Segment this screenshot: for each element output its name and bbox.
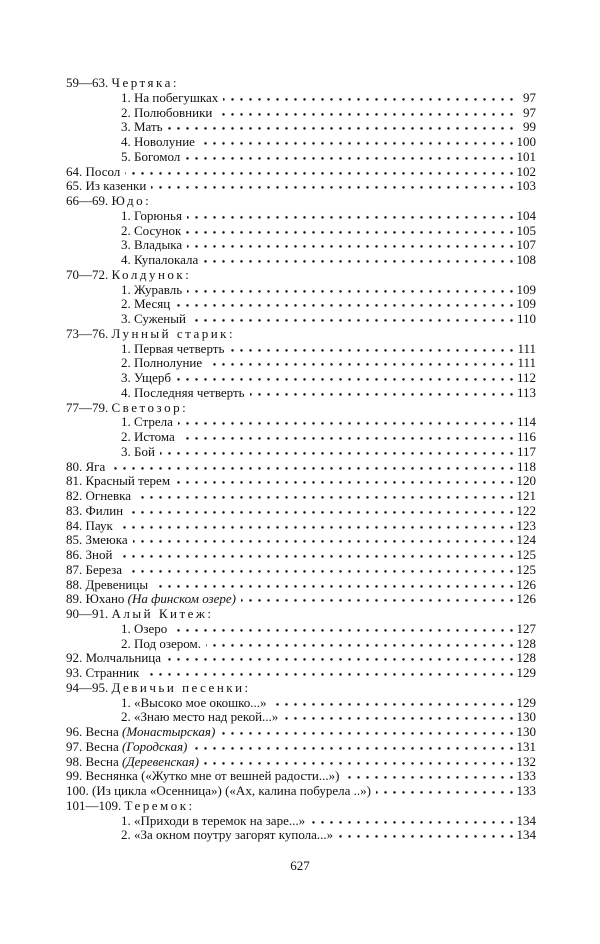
toc-entry-number: 87. <box>66 562 83 577</box>
toc-entry-label <box>66 135 200 150</box>
toc-entry-title: Паук <box>85 518 113 533</box>
toc-entry-label <box>66 371 176 386</box>
toc-entry-number: 64. <box>66 164 83 179</box>
toc-entry-title: Весна <box>85 725 119 739</box>
toc-entry-label <box>66 253 203 268</box>
toc-entry-label <box>66 666 144 681</box>
toc-entry-page: 101 <box>513 150 537 165</box>
toc-entry-number: 2. <box>121 636 131 651</box>
toc-entry-number: 2. <box>121 828 131 843</box>
toc-entry <box>66 224 536 239</box>
toc-entry <box>66 563 536 578</box>
toc-entry-page: 129 <box>513 696 537 711</box>
toc-entry-title: «Приходи в теремок на заре...» <box>134 813 306 828</box>
toc-entry-title: Сосунок <box>134 223 182 238</box>
toc-entry-label <box>66 563 127 578</box>
toc-entry-label <box>66 194 156 209</box>
toc-entry <box>66 474 536 489</box>
toc-group-heading <box>66 76 536 91</box>
toc-entry-label <box>66 622 172 637</box>
toc-entry-label <box>66 592 241 607</box>
toc-entry-page: 128 <box>513 651 537 666</box>
toc-entry-number: 3. <box>121 312 131 326</box>
toc-entry-label <box>66 519 118 534</box>
toc-entry-number: 1. <box>121 282 131 297</box>
toc-entry-page: 112 <box>513 371 536 386</box>
toc-entry-number: 1. <box>121 341 131 356</box>
toc-entry-page: 110 <box>513 312 536 327</box>
toc-entry <box>66 696 536 711</box>
toc-entry-title: Колдунок: <box>111 267 192 282</box>
toc-entry-title: Журавль <box>134 282 183 297</box>
toc-entry-page: 129 <box>513 666 537 681</box>
toc-entry-page: 100 <box>513 135 537 150</box>
toc-entry-number: 93. <box>66 666 83 680</box>
toc-entry-title: Купалокала <box>134 253 199 267</box>
toc-entry-title: На побегушках <box>134 90 219 105</box>
toc-entry-number: 90—91. <box>66 607 109 621</box>
toc-entry-title: Последняя четверть <box>134 385 245 400</box>
toc-entry-number: 101—109. <box>66 798 122 813</box>
toc-entry-label <box>66 327 240 342</box>
toc-entry-title: Береза <box>85 562 123 577</box>
toc-entry-page: 118 <box>513 460 536 475</box>
toc-entry-label <box>66 460 110 475</box>
toc-entry-number: 1. <box>121 208 131 223</box>
toc-entry-label <box>66 415 178 430</box>
toc-entry-label <box>66 578 153 593</box>
toc-entry-title: Полюбовники <box>134 105 213 120</box>
toc-entry-number: 2. <box>121 356 131 371</box>
toc-entry-label <box>66 740 192 755</box>
toc-entry-label <box>66 401 193 416</box>
toc-entry-page: 113 <box>513 386 536 401</box>
toc-entry-title: Полнолуние <box>134 356 203 371</box>
toc-entry-number: 3. <box>121 371 131 385</box>
toc-entry <box>66 150 536 165</box>
toc-entry-title: Теремок: <box>124 798 195 813</box>
toc-entry-title: Алый Китеж: <box>111 607 214 621</box>
toc-entry-title: «Знаю место над рекой...» <box>134 710 279 725</box>
toc-entry-title: Богомол <box>134 149 181 164</box>
toc-entry-title: Озеро <box>134 621 168 636</box>
toc-entry <box>66 769 536 784</box>
toc-entry <box>66 592 536 607</box>
toc-entry-page: 130 <box>513 710 537 725</box>
toc-group-heading <box>66 799 536 814</box>
toc-entry-title: Девичьи песенки: <box>111 680 251 695</box>
toc-group-heading <box>66 327 536 342</box>
toc-entry-label <box>66 120 168 135</box>
toc-entry-label <box>66 179 151 194</box>
toc-entry-page: 133 <box>513 784 537 799</box>
toc-entry-page: 125 <box>513 548 537 563</box>
toc-entry-number: 82. <box>66 489 83 503</box>
toc-entry <box>66 489 536 504</box>
toc-entry-title: «За окном поутру загорят купола...» <box>134 828 334 843</box>
toc-entry-page: 97 <box>519 106 536 121</box>
toc-entry-subtitle: (На финском озере) <box>127 592 236 607</box>
toc-entry <box>66 179 536 194</box>
toc-entry-title: Горюнья <box>134 208 182 223</box>
toc-entry-number: 4. <box>121 385 131 400</box>
toc-entry-title: Стрела <box>134 415 173 430</box>
toc-entry-number: 1. <box>121 695 131 710</box>
toc-entry-title: Под озером. <box>134 636 202 651</box>
toc-group-heading <box>66 401 536 416</box>
toc-entry-number: 2. <box>121 297 131 312</box>
toc-entry-label <box>66 755 204 770</box>
toc-entry-label <box>66 386 250 401</box>
toc-entry-label <box>66 356 207 371</box>
toc-entry-number: 86. <box>66 548 83 562</box>
toc-entry-number: 66—69. <box>66 194 109 208</box>
toc-entry-label <box>66 150 185 165</box>
toc-entry <box>66 637 536 652</box>
toc-entry-title: (Из цикла «Осенница») («Ах, калина побурела ..») <box>92 784 371 798</box>
toc-entry-label <box>66 784 376 799</box>
toc-entry-label <box>66 297 175 312</box>
toc-entry-number: 96. <box>66 725 83 739</box>
toc-entry-number: 83. <box>66 503 83 518</box>
toc-entry-label <box>66 342 229 357</box>
toc-entry-number: 3. <box>121 238 131 253</box>
toc-entry-title: Суженый <box>134 312 186 326</box>
toc-entry-number: 81. <box>66 474 83 489</box>
toc-entry <box>66 386 536 401</box>
toc-entry-label <box>66 799 200 814</box>
toc-entry-label <box>66 91 223 106</box>
toc-entry-title: Новолуние <box>134 135 195 149</box>
toc-entry-page: 134 <box>513 828 537 843</box>
toc-entry-page: 134 <box>513 814 537 829</box>
toc-entry-number: 77—79. <box>66 400 109 415</box>
toc-entry-page: 124 <box>513 533 537 548</box>
toc-entry-page: 122 <box>513 504 537 519</box>
toc-entry <box>66 533 536 548</box>
toc-entry-page: 132 <box>513 755 537 770</box>
toc-entry-title: Юхано <box>85 592 125 607</box>
toc-entry-number: 73—76. <box>66 326 109 341</box>
table-of-contents <box>66 76 536 843</box>
toc-group-heading <box>66 194 536 209</box>
toc-entry-number: 89. <box>66 592 83 607</box>
toc-entry-title: Весна <box>85 754 119 769</box>
toc-entry <box>66 297 536 312</box>
toc-entry-number: 98. <box>66 754 83 769</box>
toc-entry <box>66 460 536 475</box>
toc-entry <box>66 209 536 224</box>
toc-entry-number: 4. <box>121 253 131 267</box>
toc-entry-number: 85. <box>66 533 83 548</box>
toc-entry-title: Весна <box>85 739 119 754</box>
toc-entry <box>66 725 536 740</box>
toc-entry-number: 3. <box>121 120 131 135</box>
toc-entry-title: Юдо: <box>111 194 152 208</box>
toc-entry-page: 123 <box>513 519 537 534</box>
toc-entry-title: Веснянка («Жутко мне от вешней радости...») <box>85 769 340 784</box>
toc-entry-page: 111 <box>513 356 536 371</box>
toc-entry-title: Зной <box>85 548 113 562</box>
toc-entry-number: 70—72. <box>66 267 109 282</box>
toc-entry-page: 102 <box>513 165 537 180</box>
toc-entry-label <box>66 445 160 460</box>
toc-entry-title: Истома <box>134 430 175 444</box>
toc-entry-page: 107 <box>513 238 537 253</box>
toc-entry-title: «Высоко мое окошко...» <box>134 695 267 710</box>
toc-entry <box>66 371 536 386</box>
toc-entry-number: 99. <box>66 769 83 784</box>
toc-entry <box>66 519 536 534</box>
toc-entry-page: 126 <box>513 592 537 607</box>
toc-entry <box>66 253 536 268</box>
toc-entry-label <box>66 696 272 711</box>
toc-entry-label <box>66 224 186 239</box>
toc-entry-page: 127 <box>513 622 537 637</box>
toc-entry-title: Филин <box>85 503 124 518</box>
toc-group-heading <box>66 607 536 622</box>
toc-entry <box>66 666 536 681</box>
toc-entry-label <box>66 209 187 224</box>
toc-entry-number: 100. <box>66 784 89 798</box>
toc-entry <box>66 415 536 430</box>
toc-entry <box>66 165 536 180</box>
toc-entry-page: 111 <box>513 342 536 357</box>
toc-entry <box>66 283 536 298</box>
toc-entry <box>66 651 536 666</box>
toc-entry-label <box>66 828 338 843</box>
toc-entry-page: 97 <box>519 91 536 106</box>
toc-entry-page: 117 <box>513 445 536 460</box>
toc-entry-subtitle: (Монастырская) <box>122 725 216 739</box>
toc-entry-title: Владыка <box>134 238 183 253</box>
toc-entry-label <box>66 637 206 652</box>
toc-entry-title: Яга <box>85 459 106 474</box>
toc-entry-number: 2. <box>121 710 131 725</box>
toc-entry-title: Змеюка <box>85 533 128 548</box>
toc-entry <box>66 548 536 563</box>
toc-entry-number: 3. <box>121 444 131 459</box>
toc-entry-label <box>66 681 256 696</box>
toc-entry-number: 2. <box>121 223 131 238</box>
toc-entry-page: 114 <box>513 415 536 430</box>
toc-entry-number: 65. <box>66 179 83 194</box>
toc-entry-number: 97. <box>66 739 83 754</box>
toc-entry-number: 94—95. <box>66 680 109 695</box>
toc-entry-label <box>66 814 310 829</box>
toc-entry <box>66 755 536 770</box>
toc-group-heading <box>66 268 536 283</box>
toc-entry-page: 109 <box>513 297 537 312</box>
toc-entry-page: 108 <box>513 253 537 268</box>
toc-entry-number: 2. <box>121 105 131 120</box>
toc-entry <box>66 430 536 445</box>
toc-entry-label <box>66 533 133 548</box>
toc-entry-label <box>66 710 283 725</box>
toc-entry <box>66 740 536 755</box>
toc-entry-title: Светозор: <box>111 400 189 415</box>
toc-entry-page: 120 <box>513 474 537 489</box>
toc-entry-title: Красный терем <box>85 474 171 489</box>
toc-entry-page: 116 <box>513 430 536 445</box>
toc-entry-title: Первая четверть <box>134 341 225 356</box>
toc-entry <box>66 445 536 460</box>
toc-entry-label <box>66 474 175 489</box>
toc-entry-number: 2. <box>121 430 131 444</box>
toc-entry-page: 99 <box>519 120 536 135</box>
toc-entry-title: Древеницы <box>85 577 149 592</box>
toc-entry-label <box>66 312 191 327</box>
toc-entry-number: 4. <box>121 135 131 149</box>
toc-entry-label <box>66 268 196 283</box>
toc-entry <box>66 784 536 799</box>
toc-entry-subtitle: (Городская) <box>122 739 188 754</box>
toc-entry <box>66 710 536 725</box>
toc-entry-title: Чертяка: <box>111 76 180 90</box>
toc-entry <box>66 106 536 121</box>
toc-entry-number: 1. <box>121 813 131 828</box>
toc-entry-number: 1. <box>121 415 131 430</box>
toc-entry-number: 1. <box>121 90 131 105</box>
toc-entry <box>66 814 536 829</box>
toc-entry-title: Месяц <box>134 297 171 312</box>
toc-entry-label <box>66 430 180 445</box>
toc-group-heading <box>66 681 536 696</box>
toc-entry <box>66 578 536 593</box>
toc-entry-page: 128 <box>513 637 537 652</box>
toc-entry-number: 80. <box>66 459 83 474</box>
toc-entry-label <box>66 165 125 180</box>
toc-entry-page: 109 <box>513 283 537 298</box>
toc-entry-label <box>66 489 136 504</box>
toc-entry-title: Молчальница <box>85 651 162 666</box>
toc-entry-label <box>66 106 217 121</box>
toc-entry-page: 121 <box>513 489 537 504</box>
toc-entry-title: Странник <box>85 666 140 680</box>
toc-entry-number: 88. <box>66 577 83 592</box>
toc-entry-title: Посол <box>85 164 121 179</box>
toc-entry <box>66 504 536 519</box>
toc-entry-label <box>66 283 187 298</box>
toc-entry <box>66 828 536 843</box>
toc-entry <box>66 91 536 106</box>
toc-entry-label <box>66 548 117 563</box>
toc-entry-label <box>66 769 344 784</box>
toc-entry-title: Ущерб <box>134 371 171 385</box>
toc-entry <box>66 342 536 357</box>
toc-entry <box>66 238 536 253</box>
toc-entry-page: 104 <box>513 209 537 224</box>
toc-entry-page: 130 <box>513 725 537 740</box>
toc-entry-title: Лунный старик: <box>111 326 236 341</box>
toc-entry-number: 84. <box>66 518 83 533</box>
toc-entry-title: Из казенки <box>85 179 147 194</box>
toc-entry-page: 126 <box>513 578 537 593</box>
toc-entry-label <box>66 607 219 622</box>
toc-entry-page: 133 <box>513 769 537 784</box>
toc-entry <box>66 312 536 327</box>
toc-entry <box>66 120 536 135</box>
toc-entry-title: Огневка <box>85 489 131 503</box>
toc-entry <box>66 356 536 371</box>
toc-entry-page: 105 <box>513 224 537 239</box>
toc-entry <box>66 135 536 150</box>
toc-entry-number: 59—63. <box>66 76 109 90</box>
toc-entry-label <box>66 651 166 666</box>
toc-entry-label <box>66 76 184 91</box>
toc-page <box>66 76 536 843</box>
toc-entry-label <box>66 725 220 740</box>
toc-entry-number: 5. <box>121 149 131 164</box>
toc-entry-number: 1. <box>121 621 131 636</box>
toc-entry-page: 103 <box>513 179 537 194</box>
toc-entry-page: 125 <box>513 563 537 578</box>
toc-entry-label <box>66 504 128 519</box>
toc-entry-page: 131 <box>513 740 537 755</box>
page-number: 627 <box>290 858 310 873</box>
toc-entry-number: 92. <box>66 651 83 666</box>
toc-entry-label <box>66 238 187 253</box>
toc-entry-subtitle: (Деревенская) <box>122 754 199 769</box>
toc-entry-title: Мать <box>134 120 163 135</box>
toc-entry-title: Бой <box>134 444 155 459</box>
toc-entry <box>66 622 536 637</box>
